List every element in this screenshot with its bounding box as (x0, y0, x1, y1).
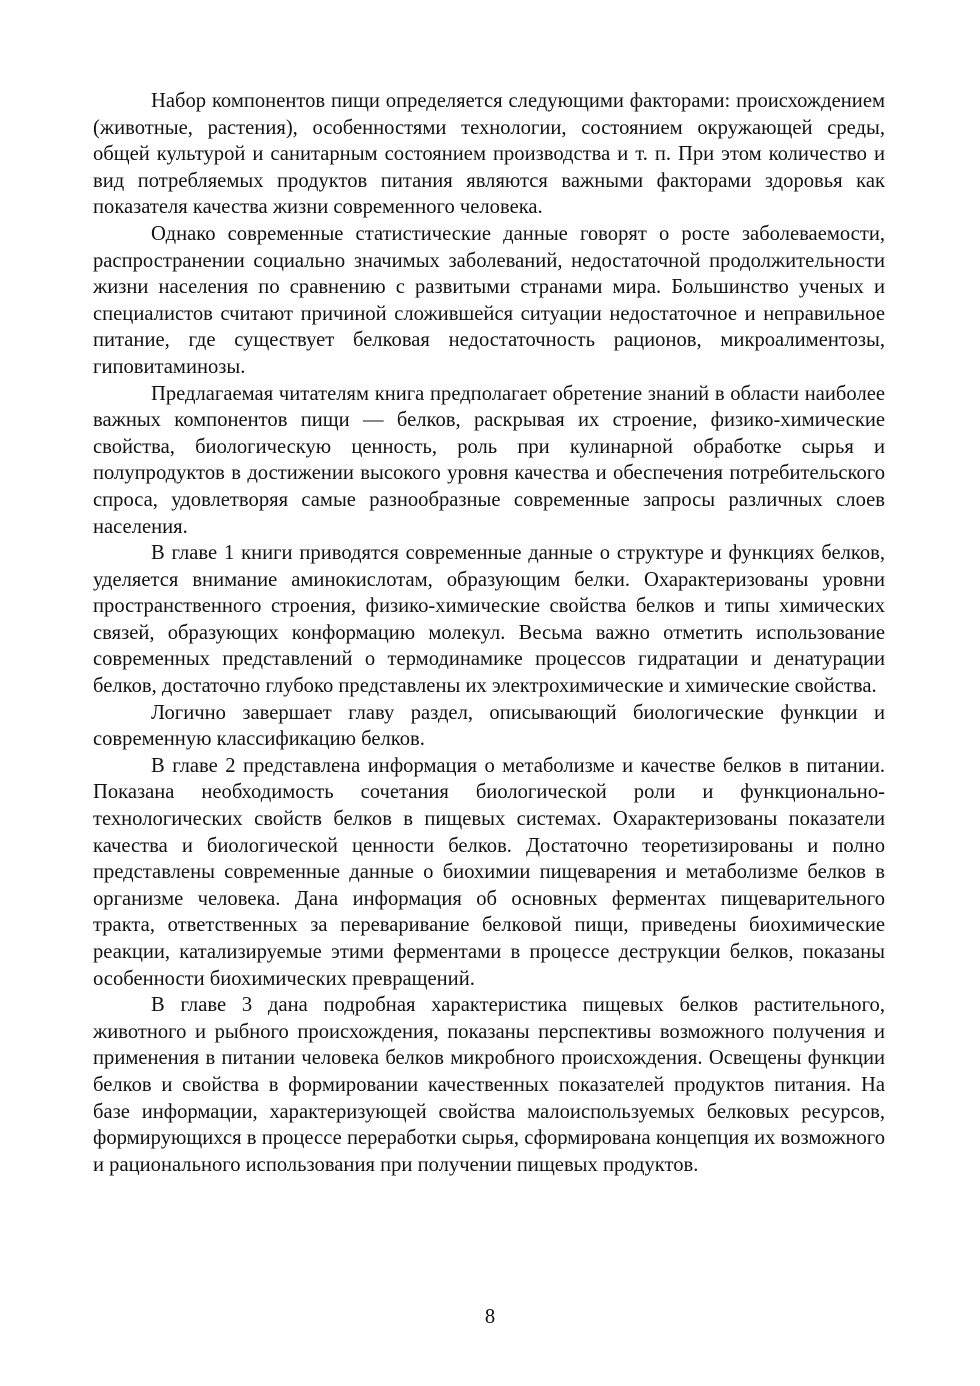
paragraph-statistics: Однако современные статистические данные говорят о росте заболеваемости, распространении социально значимых заболеваний, недостаточной продолжительности жизни населения по сравнению с развитыми странами мира. Большинство ученых и специалистов считают причиной сложившейся ситуации недостаточное и неправильное питание, где существует белковая недостаточность рационов, микроалиментозы, гиповитаминозы. (93, 222, 885, 378)
paragraph-chapter-1: В главе 1 книги приводятся современные данные о структуре и функциях белков, уделяется внимание аминокислотам, образующим белки. Охарактеризованы уровни пространственного строения, физико-химические свойства белков и типы химических связей, образующих конформацию молекул. Весьма важно отметить использование современных представлений о термодинамике процессов гидратации и денатурации белков, достаточно глубоко представлены их электрохимические и химические свойства. (93, 542, 885, 698)
page-body (93, 88, 885, 1178)
page-number: 8 (484, 1306, 496, 1328)
paragraph-food-components: Набор компонентов пищи определяется следующими факторами: происхождением (животные, растения), особенностями технологии, состоянием окружающей среды, общей культурой и санитарным состоянием производства и т. п. При этом количество и вид потребляемых продуктов питания являются важными факторами здоровья как показателя качества жизни современного человека. (93, 90, 885, 219)
paragraph-chapter-3: В главе 3 дана подробная характеристика пищевых белков растительного, животного и рыбного происхождения, показаны перспективы возможного получения и применения в питании человека белков микробного происхождения. Освещены функции белков и свойства в формировании качественных показателей продуктов питания. На базе информации, характеризующей свойства малоиспользуемых белковых ресурсов, формирующихся в процессе переработки сырья, сформирована концепция их возможного и рационального использования при получении пищевых продуктов. (93, 994, 885, 1176)
paragraph-chapter-1-conclusion: Логично завершает главу раздел, описывающий биологические функции и современную классификацию белков. (93, 701, 885, 751)
paragraph-book-purpose: Предлагаемая читателям книга предполагает обретение знаний в области наиболее важных компонентов пищи — белков, раскрывая их строение, физико-химические свойства, биологическую ценность, роль при кулинарной обработке сырья и полупродуктов в достижении высокого уровня качества и обеспечения потребительского спроса, удовлетворяя самые разнообразные современные запросы различных слоев населения. (93, 382, 885, 538)
paragraph-chapter-2: В главе 2 представлена информация о метаболизме и качестве белков в питании. Показана необходимость сочетания биологической роли и функционально-технологических свойств белков в пищевых системах. Охарактеризованы показатели качества и биологической ценности белков. Достаточно теоретизированы и полно представлены современные данные о биохимии пищеварения и метаболизме белков в организме человека. Дана информация об основных ферментах пищеварительного тракта, ответственных за переваривание белковой пищи, приведены биохимические реакции, катализируемые этими ферментами в процессе деструкции белков, показаны особенности биохимических превращений. (93, 754, 885, 990)
